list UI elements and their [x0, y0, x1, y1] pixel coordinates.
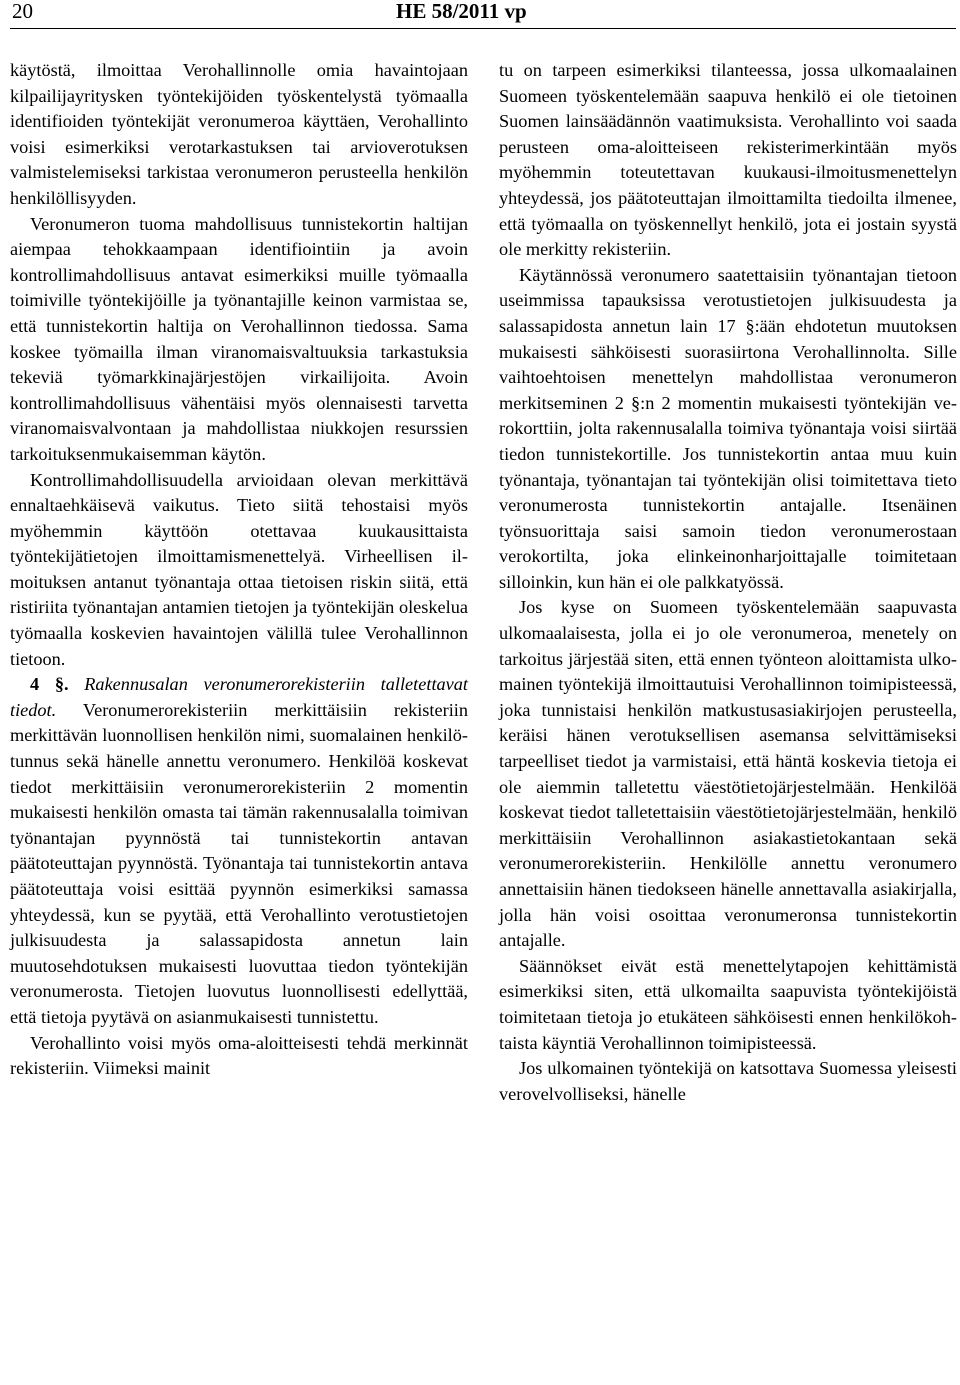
- paragraph: Jos kyse on Suomeen työskentelemään saapuvasta ulkomaalaisesta, jolla ei jo ole veronumeroa, menetely on tarkoitus järjestää siten, että ennen työnteon aloittamista ulkomainen työntekijä ilmoittautuisi Verohallinnon toimipisteessä, joka tunnistaisi henkilön matkustusasiakirjojen perusteella, keräisi hänen verotuksellisen asemansa selvittämiseksi tarpeelliset tiedot ja varmistaisi, että häntä koskevia tietoja ei ole aiemmin talletettu väestötietojärjestelmään. Henkilöä koskevat tiedot talletettaisiin väestötietojärjestelmään, henkilö merkittäisiin Verohallinnon asiakastietokantaan sekä veronumerorekisteriin. Henkilölle annettu veronumero annettaisiin hänen tiedokseen hänelle annettavalla asiakirjalla, jolla hän voisi osoittaa veronumeronsa tunnistekortin antajalle.: [499, 597, 957, 951]
- section-number: 4 §.: [30, 674, 69, 695]
- paragraph: Veronumeron tuoma mahdollisuus tunnistekortin haltijan aiempaa tehokkaampaan identifiointiin ja avoin kontrollimahdollisuus antavat esimerkiksi muille työmaalla toimiville työntekijöille ja työnantajille keinon varmistaa se, että tunnistekortin haltija on Verohallinnon tiedossa. Sama koskee työmailla ilman viranomaisvaltuuksia tarkastuksia tekeviä työmarkkinajärjestöjen virkailijoita. Avoin kontrollimahdollisuus vähentäisi myös olennaisesti tarvetta viranomaisvalvontaan ja mahdollistaa niukkojen resurssien tarkoituksenmukaisemman käytön.: [10, 213, 468, 464]
- paragraph: Verohallinto voisi myös oma-aloitteisesti tehdä merkinnät rekisteriin. Viimeksi mainit: [10, 1032, 468, 1079]
- section-title: Rakennusalan veronumerorekisteriin talletettavat tiedot.: [10, 674, 468, 720]
- paragraph: Käytännössä veronumero saatettaisiin työnantajan tietoon useimmissa tapauksissa verotustietojen julkisuudesta ja salassapidosta annetun lain 17 §:ään ehdotetun muutoksen mukaisesti sähköisesti suorasiirtona Verohallinnolta. Sille vaihtoehtoisen menettelyn mahdollistaa veronumeron merkitseminen 2 §:n 2 momentin mukaisesti työntekijän verokorttiin, jolta rakennusalalla toimiva työnantaja voisi siirtää tiedon tunnistekortille. Jos tunnistekortin antaa muu kuin työnantaja, työnantajan tai työntekijän olisi toimitettava tieto veronumerosta tunnistekortin antajalle. Itsenäinen työnsuorittaja saisi samoin tiedon veronumerostaan verokortilta, joka elinkeinonharjoittajalle toimitetaan silloinkin, kun hän ei ole palkkatyössä.: [499, 264, 957, 592]
- page-header: [0, 0, 960, 26]
- paragraph: käytöstä, ilmoittaa Verohallinnolle omia havaintojaan kilpailijayritysken työntekijöiden työskentelystä työmaalla identifioiden työntekijät veronumeroa käyttäen, Verohallinto voisi esimerkiksi verotarkastuksen tai arvioverotuksen valmistelemiseksi tarkistaa veronumeron perusteella henkilön henkilöllisyyden.: [10, 60, 468, 208]
- paragraph: Kontrollimahdollisuudella arvioidaan olevan merkittävä ennaltaehkäisevä vaikutus. Tieto siitä tehostaisi myös myöhemmin käyttöön otettavaa kuukausittaista työntekijätietojen ilmoittamismenettelyä. Virheellisen ilmoituksen antanut työnantaja ottaa tietoisen riskin siitä, että ristiriita työnantajan antamien tietojen ja työntekijän oleskelua työmaalla koskevien havaintojen välillä tulee Verohallinnon tietoon.: [10, 469, 468, 669]
- section-text: Veronumerorekisteriin merkittäisiin rekisteriin merkittävän luonnollisen henkilön nimi, suomalainen henkilötunnus sekä hänelle annettu veronumero. Henkilöä koskevat tiedot merkittäisiin veronumerorekisteriin 2 momentin mukaisesti henkilön omasta tai tämän rakennusalalla toimivan työnantajan pyynnöstä tai tunnistekortin antavan päätoteuttajan pyynnöstä. Työnantaja tai tunnistekortin antava päätoteuttaja voisi esittää pyynnön esimerkiksi samassa yhteydessä, kun se pyytää, että Verohallinto verotustietojen julkisuudesta ja salassapidosta annetun lain muutosehdotuksen mukaisesti luovuttaa tiedon työntekijän veronumerosta. Tietojen luovutus luonnollisesti edellyttää, että tietoja pyytävä on asianmukaisesti tunnistettu.: [10, 699, 468, 1027]
- page-number: 20: [12, 0, 33, 23]
- paragraph: tu on tarpeen esimerkiksi tilanteessa, jossa ulkomaalainen Suomeen työskentelemään saapuva henkilö ei ole tietoinen Suomen lainsäädännön vaatimuksista. Verohallinto voi saada perusteen oma-aloitteiseen rekisterimerkintään myös myöhemmin toteutettavan kuukausi-ilmoitusmenettelyn yhteydessä, jos päätoteuttajan ilmoittamilta tiedoilta ilmenee, että työmaalla on työskennellyt henkilö, jota ei jostain syystä ole merkitty rekisteriin.: [499, 60, 957, 260]
- right-column: [499, 58, 957, 1107]
- paragraph: Jos ulkomainen työntekijä on katsottava Suomessa yleisesti verovelvolliseksi, hänelle: [499, 1058, 957, 1104]
- section-paragraph: [10, 672, 468, 1030]
- header-rule: [10, 28, 956, 29]
- left-column: [10, 58, 468, 1082]
- document-id: HE 58/2011 vp: [396, 0, 527, 23]
- paragraph: Säännökset eivät estä menettelytapojen kehittämistä esimerkiksi siten, että ulkomailta saapuvista työntekijöistä toimitetaan tietoja jo etukäteen sähköisesti ennen henkilökohtaista käyntiä Verohallinnon toimipisteessä.: [499, 955, 957, 1053]
